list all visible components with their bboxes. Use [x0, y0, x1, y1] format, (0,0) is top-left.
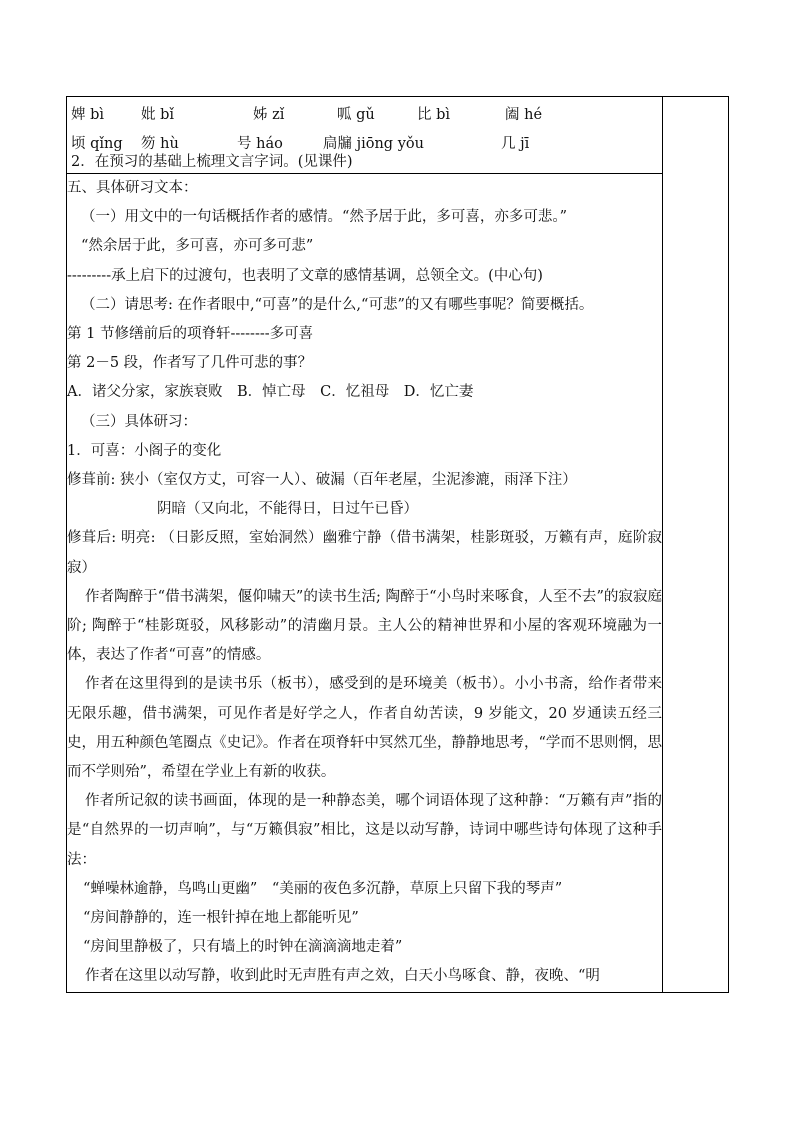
part2-question: （二）请思考: 在作者眼中,“可喜”的是什么,“可悲”的又有哪些事呢？简要概括。 — [81, 296, 594, 313]
pinyin-item: 比 bì — [417, 107, 451, 123]
section-title: 五、具体研习文本： — [67, 180, 198, 196]
pinyin-item: 号 háo — [237, 136, 283, 152]
pinyin-item: 呱 gǔ — [337, 107, 375, 123]
part1-question: （一）用文中的一句话概括作者的感情。“然予居于此，多可喜，亦多可悲。” — [81, 209, 568, 226]
last-line: 作者在这里以动写静，收到此时无声胜有声之效，白天小鸟啄食、静，夜晚、“明 — [85, 968, 600, 985]
pinyin-item: 妣 bǐ — [141, 107, 175, 123]
lesson-table — [66, 96, 729, 993]
pinyin-item: 扃牖 jiōng yǒu — [323, 136, 424, 152]
preview-note: 2．在预习的基础上梳理文言字词。(见课件) — [71, 154, 353, 170]
paragraph-3: 作者所记叙的读书画面，体现的是一种静态美，哪个词语体现了这种静：“万籁有声”指的是“自然界的一切声响”，与“万籁俱寂”相比，这是以动写静，诗词中哪些诗句体现了这种手法： — [67, 793, 662, 868]
poem-quote-3: “房间里静极了，只有墙上的时钟在滴滴滴地走着” — [83, 939, 403, 956]
pinyin-item: 顷 qǐng — [71, 136, 123, 152]
pinyin-item: 姊 zǐ — [253, 107, 285, 123]
table-row — [67, 97, 729, 174]
part1-quote: “然余居于此，多可喜，亦可多可悲” — [81, 238, 314, 255]
part3-item1: 1．可喜：小阁子的变化 — [67, 442, 222, 459]
poem-quote-2: “房间静静的，连一根针掉在地上都能听见” — [83, 910, 359, 927]
before-renovation: 修葺前: 狭小（室仅方丈，可容一人）、破漏（百年老屋，尘泥渗漉，雨泽下注） — [67, 472, 577, 489]
vocab-cell — [67, 97, 663, 174]
side-column — [663, 97, 729, 993]
table-row — [67, 174, 729, 993]
part1-note: ---------承上启下的过渡句，也表明了文章的感情基调，总领全文。(中心句) — [67, 267, 543, 284]
poem-quote-1: “蝉噪林逾静，鸟鸣山更幽” “美丽的夜色多沉静，草原上只留下我的琴声” — [83, 880, 563, 897]
paragraph-1: 作者陶醉于“借书满架，偃仰啸天”的读书生活; 陶醉于“小鸟时来啄食，人至不去”的寂寂庭阶; 陶醉于“桂影斑驳，风移影动”的清幽月景。主人公的精神世界和小屋的客观环境融为一体，表达了作者“可喜”的情感。 — [67, 588, 662, 664]
before-renovation-cont: 阴暗（又向北，不能得日，日过午已昏） — [157, 501, 418, 518]
pinyin-item: 笏 hù — [141, 136, 179, 152]
after-renovation: 修葺后: 明亮: （日影反照，室始洞然）幽雅宁静（借书满架，桂影斑驳，万籁有声，庭阶寂寂） — [67, 530, 662, 576]
pinyin-item: 婢 bì — [71, 107, 105, 123]
paragraph-2: 作者在这里得到的是读书乐（板书），感受到的是环境美（板书）。小小书斋，给作者带来无限乐趣，借书满架，可见作者是好学之人，作者自幼苦读，9 岁能文，20 岁通读五经三史，用五种颜色笔圈点《史记》。作者在项脊轩中冥然兀坐，静静地思考，“学而不思则惘，思而不学则殆”，希望在学业上有新的收获。 — [67, 676, 662, 781]
pinyin-row-2 — [67, 126, 662, 155]
part2-section1: 第 1 节修缮前后的项脊轩--------多可喜 — [67, 326, 314, 343]
part2-options: A．诸父分家，家族衰败 B．悼亡母 C．忆祖母 D．忆亡妻 — [67, 384, 474, 401]
study-cell — [67, 174, 663, 993]
part3-title: （三）具体研习： — [81, 413, 197, 430]
pinyin-row-1 — [67, 97, 662, 126]
pinyin-item: 阖 hé — [505, 107, 543, 123]
pinyin-item: 几 jī — [501, 136, 530, 152]
part2-section2: 第 2－5 段，作者写了几件可悲的事？ — [67, 355, 313, 372]
